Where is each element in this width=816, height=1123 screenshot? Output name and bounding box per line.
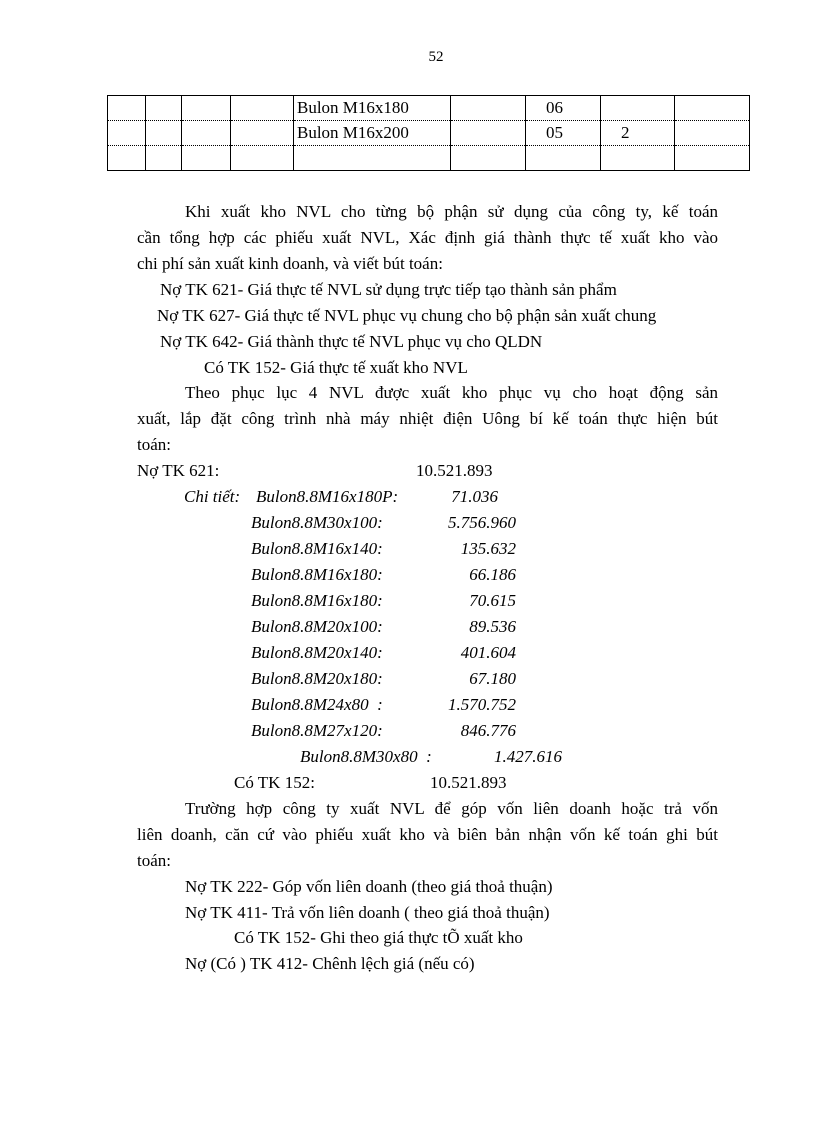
paragraph-line: Trường hợp công ty xuất NVL để góp vốn liên doanh hoặc trả vốn <box>185 799 718 818</box>
table-cell <box>108 121 146 146</box>
table-cell-material: Bulon M16x200 <box>294 121 451 146</box>
detail-item-name: Bulon8.8M24x80 : <box>251 695 383 714</box>
detail-item-amount: 1.570.752 <box>448 695 516 714</box>
detail-item-amount: 70.615 <box>469 591 516 610</box>
detail-item-name: Bulon8.8M16x180P: <box>256 487 399 506</box>
journal-entry: Nợ TK 627- Giá thực tế NVL phục vụ chung cho bộ phận sản xuất chung <box>157 306 657 325</box>
table-cell <box>451 146 526 171</box>
detail-item-name: Bulon8.8M30x80 : <box>300 747 432 766</box>
table-cell <box>451 96 526 121</box>
table-cell-quantity: 06 <box>526 96 601 121</box>
table-cell <box>108 146 146 171</box>
detail-item-amount: 66.186 <box>469 565 516 584</box>
detail-item-name: Bulon8.8M27x120: <box>251 721 383 740</box>
table-cell <box>601 96 675 121</box>
journal-entry: Có TK 152- Ghi theo giá thực tÕ xuất kho <box>234 928 523 947</box>
detail-item-amount: 846.776 <box>460 721 516 740</box>
paragraph-line: liên doanh, căn cứ vào phiếu xuất kho và biên bản nhận vốn kế toán ghi bút <box>137 825 718 844</box>
table-cell <box>182 146 231 171</box>
debit-amount: 10.521.893 <box>416 461 493 480</box>
detail-item-amount: 71.036 <box>451 487 498 506</box>
table-cell <box>182 121 231 146</box>
journal-entry: Nợ TK 222- Góp vốn liên doanh (theo giá thoả thuận) <box>185 877 553 896</box>
table-cell <box>146 121 182 146</box>
table-cell <box>231 121 294 146</box>
table-cell <box>231 96 294 121</box>
table-cell <box>675 96 750 121</box>
journal-entry: Nợ TK 411- Trả vốn liên doanh ( theo giá thoả thuận) <box>185 903 550 922</box>
paragraph-line: Theo phục lục 4 NVL được xuất kho phục vụ cho hoạt động sản <box>185 383 718 402</box>
journal-entry: Có TK 152- Giá thực tế xuất kho NVL <box>204 358 468 377</box>
table-cell <box>231 146 294 171</box>
paragraph-line: chi phí sản xuất kinh doanh, và viết bút toán: <box>137 254 443 273</box>
table-cell: 2 <box>601 121 675 146</box>
detail-item-amount: 5.756.960 <box>448 513 516 532</box>
table-cell <box>526 146 601 171</box>
detail-item-name: Bulon8.8M16x180: <box>251 565 383 584</box>
table-row <box>108 121 750 146</box>
detail-item-name: Bulon8.8M30x100: <box>251 513 383 532</box>
table-cell <box>146 96 182 121</box>
journal-entry: Nợ TK 642- Giá thành thực tế NVL phục vụ cho QLDN <box>160 332 543 351</box>
detail-item-name: Bulon8.8M16x180: <box>251 591 383 610</box>
materials-table <box>107 95 750 171</box>
paragraph-line: cần tổng hợp các phiếu xuất NVL, Xác định giá thành thực tế xuất kho vào <box>137 228 718 247</box>
detail-item-amount: 89.536 <box>469 617 516 636</box>
detail-item-amount: 401.604 <box>460 643 516 662</box>
table-cell <box>294 146 451 171</box>
journal-entry: Nợ (Có ) TK 412- Chênh lệch giá (nếu có) <box>185 954 475 973</box>
table-cell-quantity: 05 <box>526 121 601 146</box>
credit-label: Có TK 152: <box>234 773 315 792</box>
journal-entry: Nợ TK 621- Giá thực tế NVL sử dụng trực tiếp tạo thành sản phẩm <box>160 280 617 299</box>
table-cell <box>146 146 182 171</box>
detail-item-name: Bulon8.8M20x140: <box>251 643 383 662</box>
paragraph-line: toán: <box>137 851 171 870</box>
detail-item-name: Bulon8.8M16x140: <box>251 539 383 558</box>
table-row <box>108 96 750 121</box>
paragraph-line: toán: <box>137 435 171 454</box>
detail-item-amount: 1.427.616 <box>494 747 562 766</box>
paragraph-line: xuất, lắp đặt công trình nhà máy nhiệt điện Uông bí kế toán thực hiện bút <box>137 409 718 428</box>
detail-item-name: Bulon8.8M20x180: <box>251 669 383 688</box>
table-cell <box>675 121 750 146</box>
table-cell <box>601 146 675 171</box>
table-cell <box>108 96 146 121</box>
detail-item-amount: 135.632 <box>460 539 516 558</box>
page-number: 52 <box>428 49 444 65</box>
paragraph-line: Khi xuất kho NVL cho từng bộ phận sử dụng của công ty, kế toán <box>185 202 718 221</box>
detail-item-name: Bulon8.8M20x100: <box>251 617 383 636</box>
table-row <box>108 146 750 171</box>
table-cell <box>451 121 526 146</box>
detail-item-amount: 67.180 <box>469 669 516 688</box>
table-cell-material: Bulon M16x180 <box>294 96 451 121</box>
detail-prefix: Chi tiết: <box>184 487 241 506</box>
table-cell <box>675 146 750 171</box>
credit-amount: 10.521.893 <box>430 773 507 792</box>
debit-label: Nợ TK 621: <box>137 461 220 480</box>
table-cell <box>182 96 231 121</box>
